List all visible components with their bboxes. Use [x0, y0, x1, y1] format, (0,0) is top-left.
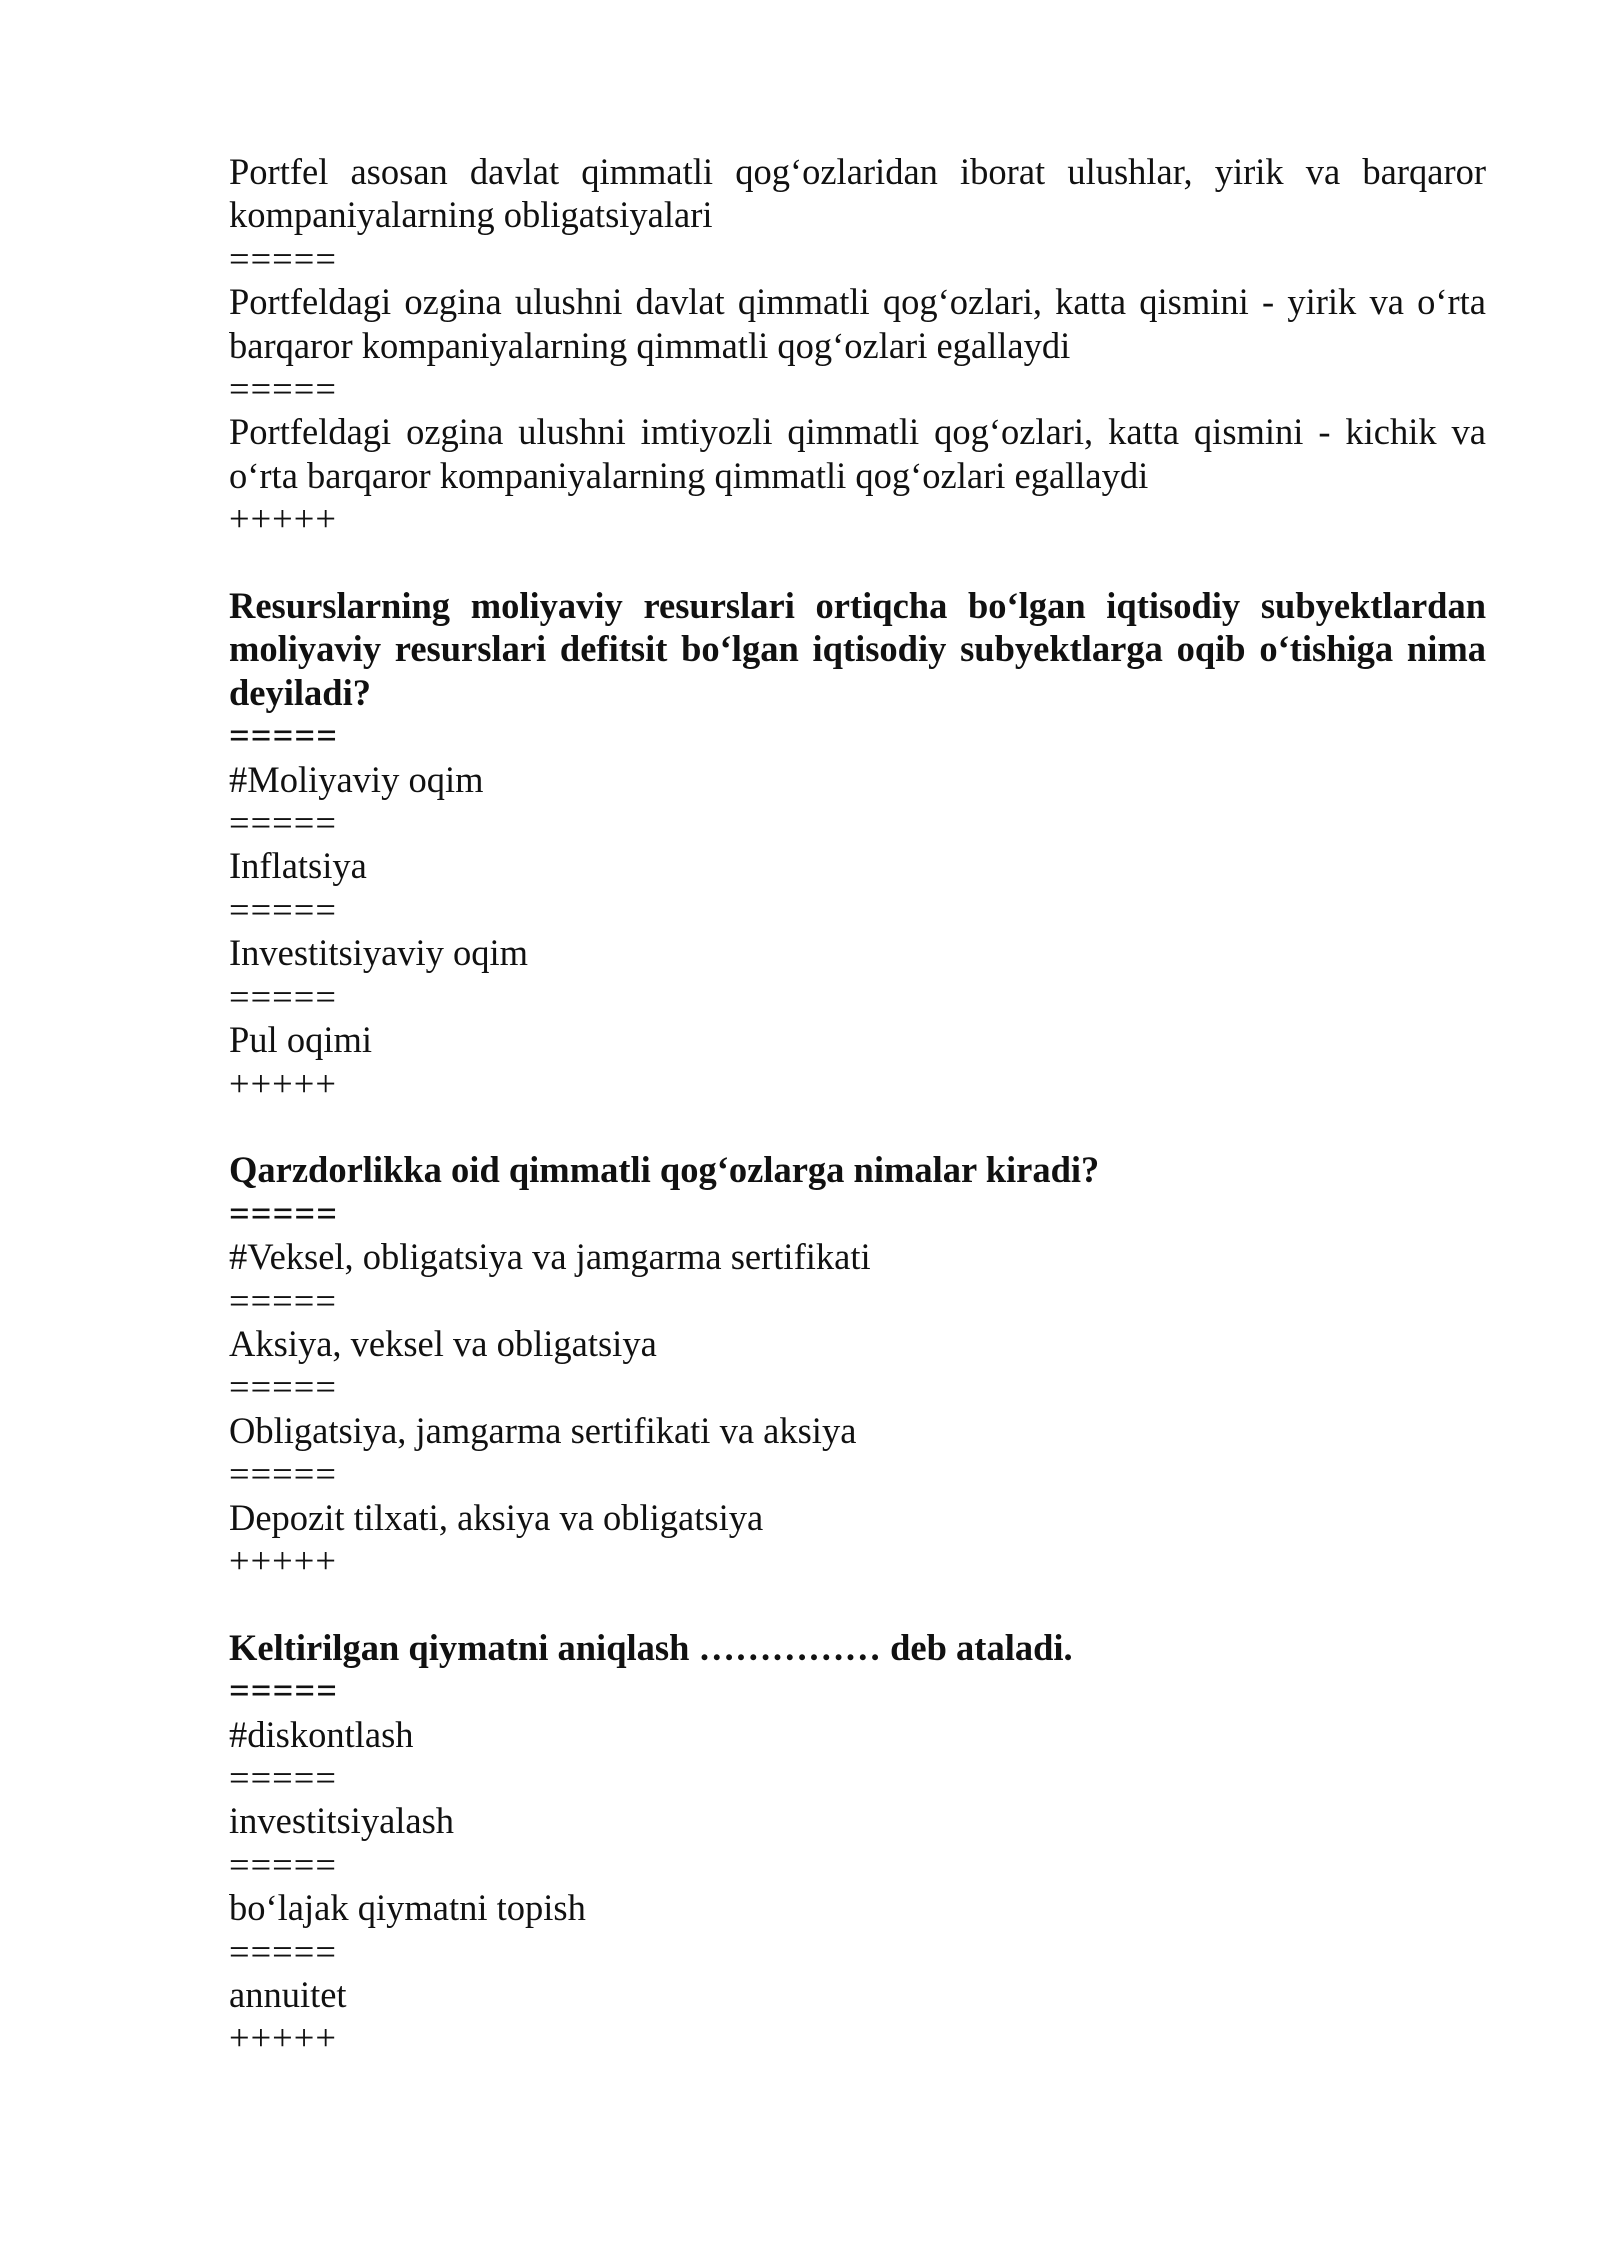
- question-text: Keltirilgan qiymatni aniqlash …………… deb ataladi.: [229, 1626, 1073, 1668]
- option-separator: =====: [229, 237, 337, 279]
- answer-option: annuitet: [229, 1974, 347, 2016]
- answer-option: Portfel asosan davlat qimmatli qog‘ozlaridan iborat ulushlar, yirik va barqaror kompaniyalarning obligatsiyalari: [229, 151, 1486, 236]
- option-separator: =====: [229, 715, 338, 757]
- question-text: Qarzdorlikka oid qimmatli qog‘ozlarga nimalar kiradi?: [229, 1149, 1100, 1191]
- end-marker: +++++: [229, 498, 337, 540]
- option-separator: =====: [229, 368, 337, 410]
- option-separator: =====: [229, 975, 337, 1017]
- answer-option: Inflatsiya: [229, 845, 367, 887]
- end-marker: +++++: [229, 1539, 337, 1581]
- option-separator: =====: [229, 888, 337, 930]
- block-gap: [229, 1582, 1486, 1625]
- answer-option-correct: #Veksel, obligatsiya va jamgarma sertifikati: [229, 1236, 871, 1278]
- end-marker: +++++: [229, 2017, 337, 2059]
- answer-option-correct: #Moliyaviy oqim: [229, 758, 484, 800]
- answer-option: Depozit tilxati, aksiya va obligatsiya: [229, 1496, 764, 1538]
- option-separator: =====: [229, 1366, 337, 1408]
- option-separator: =====: [229, 1930, 337, 1972]
- answer-option: Obligatsiya, jamgarma sertifikati va aksiya: [229, 1409, 857, 1451]
- option-separator: =====: [229, 1756, 337, 1798]
- document-body: [229, 150, 1486, 2060]
- block-gap: [229, 541, 1486, 584]
- answer-option-correct: #diskontlash: [229, 1713, 414, 1755]
- answer-option: Pul oqimi: [229, 1019, 372, 1061]
- option-separator: =====: [229, 1670, 338, 1712]
- answer-option: Portfeldagi ozgina ulushni imtiyozli qimmatli qog‘ozlari, katta qismini - kichik va o‘rta barqaror kompaniyalarning qimmatli qog‘ozlari egallaydi: [229, 411, 1486, 496]
- option-separator: =====: [229, 802, 337, 844]
- option-separator: =====: [229, 1279, 337, 1321]
- answer-option: Investitsiyaviy oqim: [229, 932, 529, 974]
- answer-option: Aksiya, veksel va obligatsiya: [229, 1322, 657, 1364]
- answer-option: bo‘lajak qiymatni topish: [229, 1887, 586, 1929]
- option-separator: =====: [229, 1192, 338, 1234]
- option-separator: =====: [229, 1453, 337, 1495]
- answer-option: Portfeldagi ozgina ulushni davlat qimmatli qog‘ozlari, katta qismini - yirik va o‘rta barqaror kompaniyalarning qimmatli qog‘ozlari egallaydi: [229, 281, 1486, 366]
- end-marker: +++++: [229, 1062, 337, 1104]
- answer-option: investitsiyalash: [229, 1800, 455, 1842]
- option-separator: =====: [229, 1843, 337, 1885]
- block-gap: [229, 1105, 1486, 1148]
- question-text: Resurslarning moliyaviy resurslari ortiqcha bo‘lgan iqtisodiy subyektlardan moliyaviy resurslari defitsit bo‘lgan iqtisodiy subyektlarga oqib o‘tishiga nima deyiladi?: [229, 585, 1486, 713]
